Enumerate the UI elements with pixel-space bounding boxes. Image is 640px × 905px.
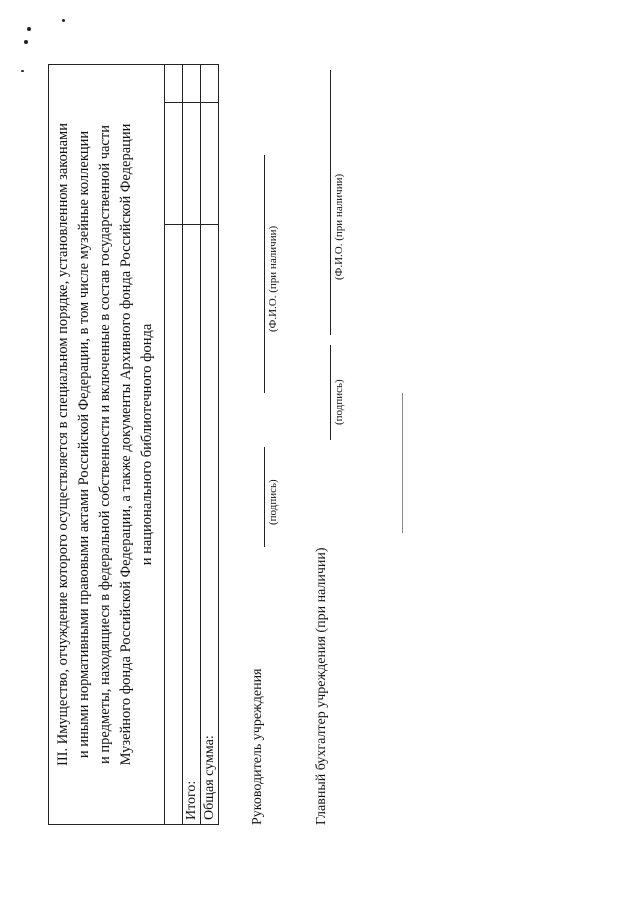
heading-line: III. Имущество, отчуждение которого осуществляется в специальном порядке, установленном законами	[55, 123, 71, 766]
heading-line: Музейного фонда Российской Федерации, а также документы Архивного фонда Российской Федерации	[118, 123, 134, 766]
head-name-line	[264, 155, 265, 393]
row-value	[165, 103, 183, 225]
head-signature-block	[250, 65, 290, 825]
row-value	[201, 103, 219, 225]
row-value	[183, 103, 201, 225]
table-row-total	[183, 65, 201, 825]
row-label: Итого:	[183, 225, 201, 825]
section-heading-row	[49, 65, 165, 825]
row-extra	[201, 65, 219, 103]
head-sign-line	[264, 447, 265, 547]
head-sign-caption: (подпись)	[267, 479, 279, 525]
scan-line	[402, 393, 403, 533]
accountant-name-line	[330, 70, 331, 335]
table-row-grand-total	[201, 65, 219, 825]
heading-line: и иными нормативными правовыми актами Российской Федерации, в том числе музейные коллекции	[76, 130, 92, 759]
accountant-signature-block	[314, 65, 354, 825]
row-extra	[183, 65, 201, 103]
accountant-sign-caption: (подпись)	[333, 379, 345, 425]
heading-line: и предметы, находящиеся в федеральной собственности и включенные в состав государственной части	[97, 125, 113, 764]
heading-line: и национального библиотечного фонда	[139, 323, 155, 566]
head-name-caption: (Ф.И.О. (при наличии)	[267, 225, 279, 332]
property-table	[48, 64, 219, 825]
accountant-name-caption: (Ф.И.О. (при наличии)	[333, 173, 345, 280]
accountant-label: Главный бухгалтер учреждения (при наличии)	[314, 547, 329, 825]
row-label: Общая сумма:	[201, 225, 219, 825]
head-label: Руководитель учреждения	[250, 668, 265, 825]
accountant-sign-line	[330, 345, 331, 440]
row-extra	[165, 65, 183, 103]
section-heading	[49, 65, 165, 825]
table-row	[165, 65, 183, 825]
row-label	[165, 225, 183, 825]
